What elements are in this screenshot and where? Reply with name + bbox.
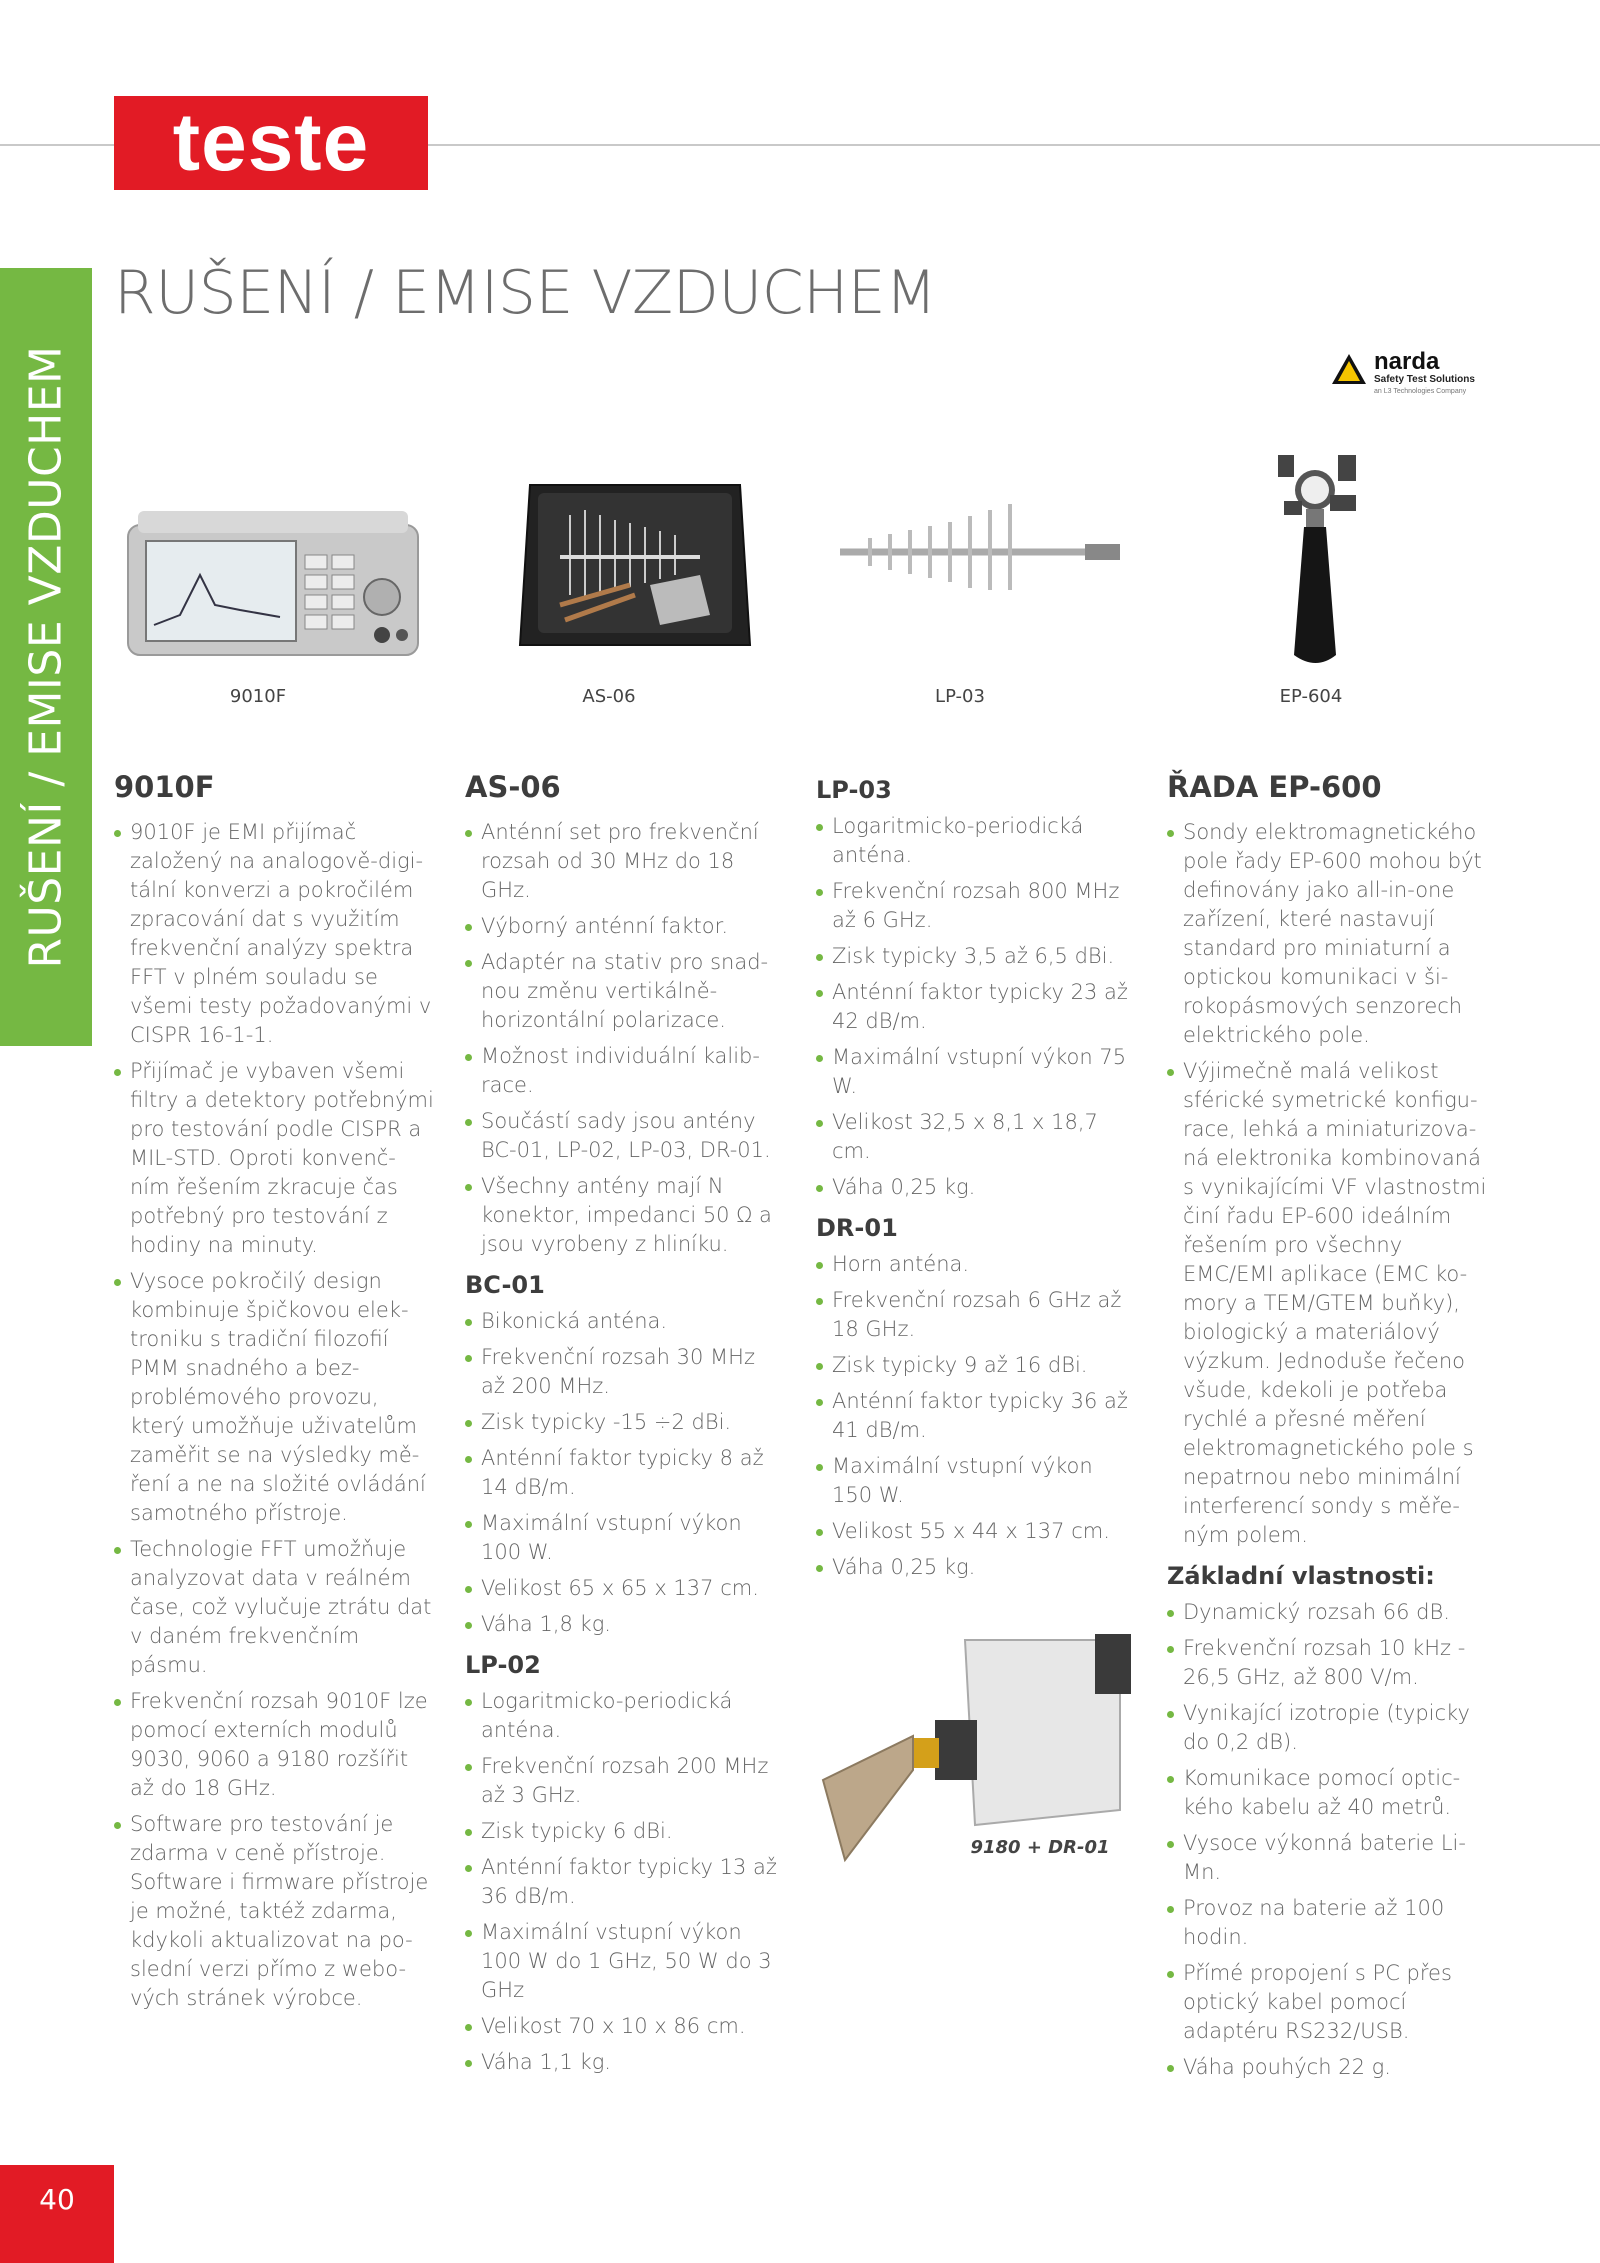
bullet-list <box>465 1687 785 2077</box>
warning-triangle-icon <box>1330 352 1368 386</box>
product-caption-lp03: LP-03 <box>935 686 985 707</box>
list-item: Možnost individuální kalib-race. <box>465 1042 785 1100</box>
emi-receiver-image <box>120 505 430 665</box>
list-item: Frekvenční rozsah 800 MHz až 6 GHz. <box>816 877 1136 935</box>
list-item: Horn anténa. <box>816 1250 1136 1279</box>
section-heading: ŘADA EP-600 <box>1167 770 1382 804</box>
list-item: Frekvenční rozsah 9010F lze pomocí externích modulů 9030, 9060 a 9180 rozšířit až do 18 GHz. <box>114 1687 434 1803</box>
list-item: Anténní faktor typicky 23 až 42 dB/m. <box>816 978 1136 1036</box>
section-heading: LP-03 <box>816 776 892 804</box>
horn-antenna-module-image <box>815 1620 1135 1870</box>
bullet-list <box>1167 818 1487 1550</box>
product-caption-ep604: EP-604 <box>1279 686 1343 707</box>
list-item: Zisk typicky -15 ÷2 dBi. <box>465 1408 785 1437</box>
section-heading: Základní vlastnosti: <box>1167 1562 1435 1590</box>
list-item: Technologie FFT umožňuje analyzovat data v reálném čase, což vylučuje ztrátu dat v daném frekvenčním pásmu. <box>114 1535 434 1680</box>
list-item: 9010F je EMI přijímač založený na analogově-digi-tální konverzi a pokročilém zpracování dat s využitím frekvenční analýzy spektra FFT v plném souladu se všemi testy požadovanými v CISPR 16-1-1. <box>114 818 434 1050</box>
field-probe-image <box>1270 445 1380 685</box>
list-item: Velikost 70 x 10 x 86 cm. <box>465 2012 785 2041</box>
section-heading: BC-01 <box>465 1271 545 1299</box>
page-title: RUŠENÍ / EMISE VZDUCHEM <box>114 258 937 328</box>
list-item: Logaritmicko-periodická anténa. <box>465 1687 785 1745</box>
section-heading: AS-06 <box>465 770 561 804</box>
column-ep600 <box>1167 770 1487 2089</box>
bullet-list <box>114 818 434 2013</box>
list-item: Anténní set pro frekvenční rozsah od 30 MHz do 18 GHz. <box>465 818 785 905</box>
bullet-list <box>816 812 1136 1202</box>
list-item: Frekvenční rozsah 30 MHz až 200 MHz. <box>465 1343 785 1401</box>
list-item: Frekvenční rozsah 10 kHz - 26,5 GHz, až 800 V/m. <box>1167 1634 1487 1692</box>
narda-logo <box>1330 348 1490 402</box>
page-number: 40 <box>0 2165 114 2263</box>
section-heading: DR-01 <box>816 1214 898 1242</box>
list-item: Maximální vstupní výkon 100 W do 1 GHz, 50 W do 3 GHz <box>465 1918 785 2005</box>
product-caption-9010f: 9010F <box>229 686 287 707</box>
antenna-set-case-image <box>510 465 760 665</box>
list-item: Velikost 32,5 x 8,1 x 18,7 cm. <box>816 1108 1136 1166</box>
list-item: Bikonická anténa. <box>465 1307 785 1336</box>
log-periodic-antenna-image <box>830 490 1130 590</box>
list-item: Součástí sady jsou antény BC-01, LP-02, LP-03, DR-01. <box>465 1107 785 1165</box>
list-item: Velikost 55 x 44 x 137 cm. <box>816 1517 1136 1546</box>
bullet-list <box>465 818 785 1259</box>
list-item: Výjimečně malá velikost sférické symetrické konfigu-race, lehká a miniaturizova-ná elektronika kombinovaná s vynikajícími VF vlastnostmi činí řadu EP-600 ideálním řešením pro všechny EMC/EMI aplikace (EMC ko-mory a TEM/GTEM buňky), biologický a materiálový výzkum. Jednoduše řečeno všude, kdekoli je potřeba rychlé a přesné měření elektromagnetického pole s nepatrnou nebo minimální interferencí sondy s měře-ným polem. <box>1167 1057 1487 1550</box>
list-item: Provoz na baterie až 100 hodin. <box>1167 1894 1487 1952</box>
list-item: Přijímač je vybaven všemi filtry a detektory potřebnými pro testování podle CISPR a MIL-STD. Oproti konvenč-ním řešením zkracuje čas potřebný pro testování z hodiny na minuty. <box>114 1057 434 1260</box>
column-9010f <box>114 770 434 2020</box>
list-item: Váha 1,1 kg. <box>465 2048 785 2077</box>
list-item: Vysoce pokročilý design kombinuje špičkovou elek-troniku s tradiční filozofií PMM snadného a bez-problémového provozu, který umožňuje uživatelům zaměřit se na výsledky mě-ření a ne na složité ovládání samotného přístroje. <box>114 1267 434 1528</box>
list-item: Všechny antény mají N konektor, impedanci 50 Ω a jsou vyrobeny z hliníku. <box>465 1172 785 1259</box>
product-caption-as06: AS-06 <box>582 686 636 707</box>
sidebar-label: RUŠENÍ / EMISE VZDUCHEM <box>20 345 72 969</box>
list-item: Komunikace pomocí optic-kého kabelu až 40 metrů. <box>1167 1764 1487 1822</box>
bullet-list <box>465 1307 785 1639</box>
list-item: Výborný anténní faktor. <box>465 912 785 941</box>
column-as06 <box>465 770 785 2084</box>
list-item: Software pro testování je zdarma v ceně přístroje. Software i firmware přístroje je možné, taktéž zdarma, kdykoli aktualizovat na po-slední verzi přímo z webo-vých stránek výrobce. <box>114 1810 434 2013</box>
list-item: Frekvenční rozsah 200 MHz až 3 GHz. <box>465 1752 785 1810</box>
list-item: Logaritmicko-periodická anténa. <box>816 812 1136 870</box>
list-item: Sondy elektromagnetického pole řady EP-600 mohou být definovány jako all-in-one zařízení, které nastavují standard pro miniaturní a optickou komunikaci v ši-rokopásmových senzorech elektrického pole. <box>1167 818 1487 1050</box>
list-item: Váha 0,25 kg. <box>816 1553 1136 1582</box>
figure-caption: 9180 + DR-01 <box>970 1837 1110 1858</box>
brand-label: teste <box>114 96 428 190</box>
logo-sub: an L3 Technologies Company <box>1374 388 1467 395</box>
column-lp03 <box>816 770 1136 1589</box>
list-item: Váha 0,25 kg. <box>816 1173 1136 1202</box>
list-item: Frekvenční rozsah 6 GHz až 18 GHz. <box>816 1286 1136 1344</box>
list-item: Maximální vstupní výkon 100 W. <box>465 1509 785 1567</box>
list-item: Zisk typicky 9 až 16 dBi. <box>816 1351 1136 1380</box>
list-item: Přímé propojení s PC přes optický kabel pomocí adaptéru RS232/USB. <box>1167 1959 1487 2046</box>
list-item: Anténní faktor typicky 36 až 41 dB/m. <box>816 1387 1136 1445</box>
list-item: Váha 1,8 kg. <box>465 1610 785 1639</box>
section-heading: 9010F <box>114 770 215 804</box>
list-item: Maximální vstupní výkon 150 W. <box>816 1452 1136 1510</box>
list-item: Maximální vstupní výkon 75 W. <box>816 1043 1136 1101</box>
list-item: Adaptér na stativ pro snad-nou změnu vertikálně-horizontální polarizace. <box>465 948 785 1035</box>
list-item: Dynamický rozsah 66 dB. <box>1167 1598 1487 1627</box>
list-item: Velikost 65 x 65 x 137 cm. <box>465 1574 785 1603</box>
bullet-list <box>1167 1598 1487 2082</box>
list-item: Anténní faktor typicky 8 až 14 dB/m. <box>465 1444 785 1502</box>
bullet-list <box>816 1250 1136 1582</box>
list-item: Vysoce výkonná baterie Li-Mn. <box>1167 1829 1487 1887</box>
logo-tagline: Safety Test Solutions <box>1374 374 1475 385</box>
list-item: Váha pouhých 22 g. <box>1167 2053 1487 2082</box>
logo-name: narda <box>1374 348 1440 375</box>
list-item: Vynikající izotropie (typicky do 0,2 dB). <box>1167 1699 1487 1757</box>
section-heading: LP-02 <box>465 1651 541 1679</box>
list-item: Zisk typicky 6 dBi. <box>465 1817 785 1846</box>
list-item: Zisk typicky 3,5 až 6,5 dBi. <box>816 942 1136 971</box>
list-item: Anténní faktor typicky 13 až 36 dB/m. <box>465 1853 785 1911</box>
